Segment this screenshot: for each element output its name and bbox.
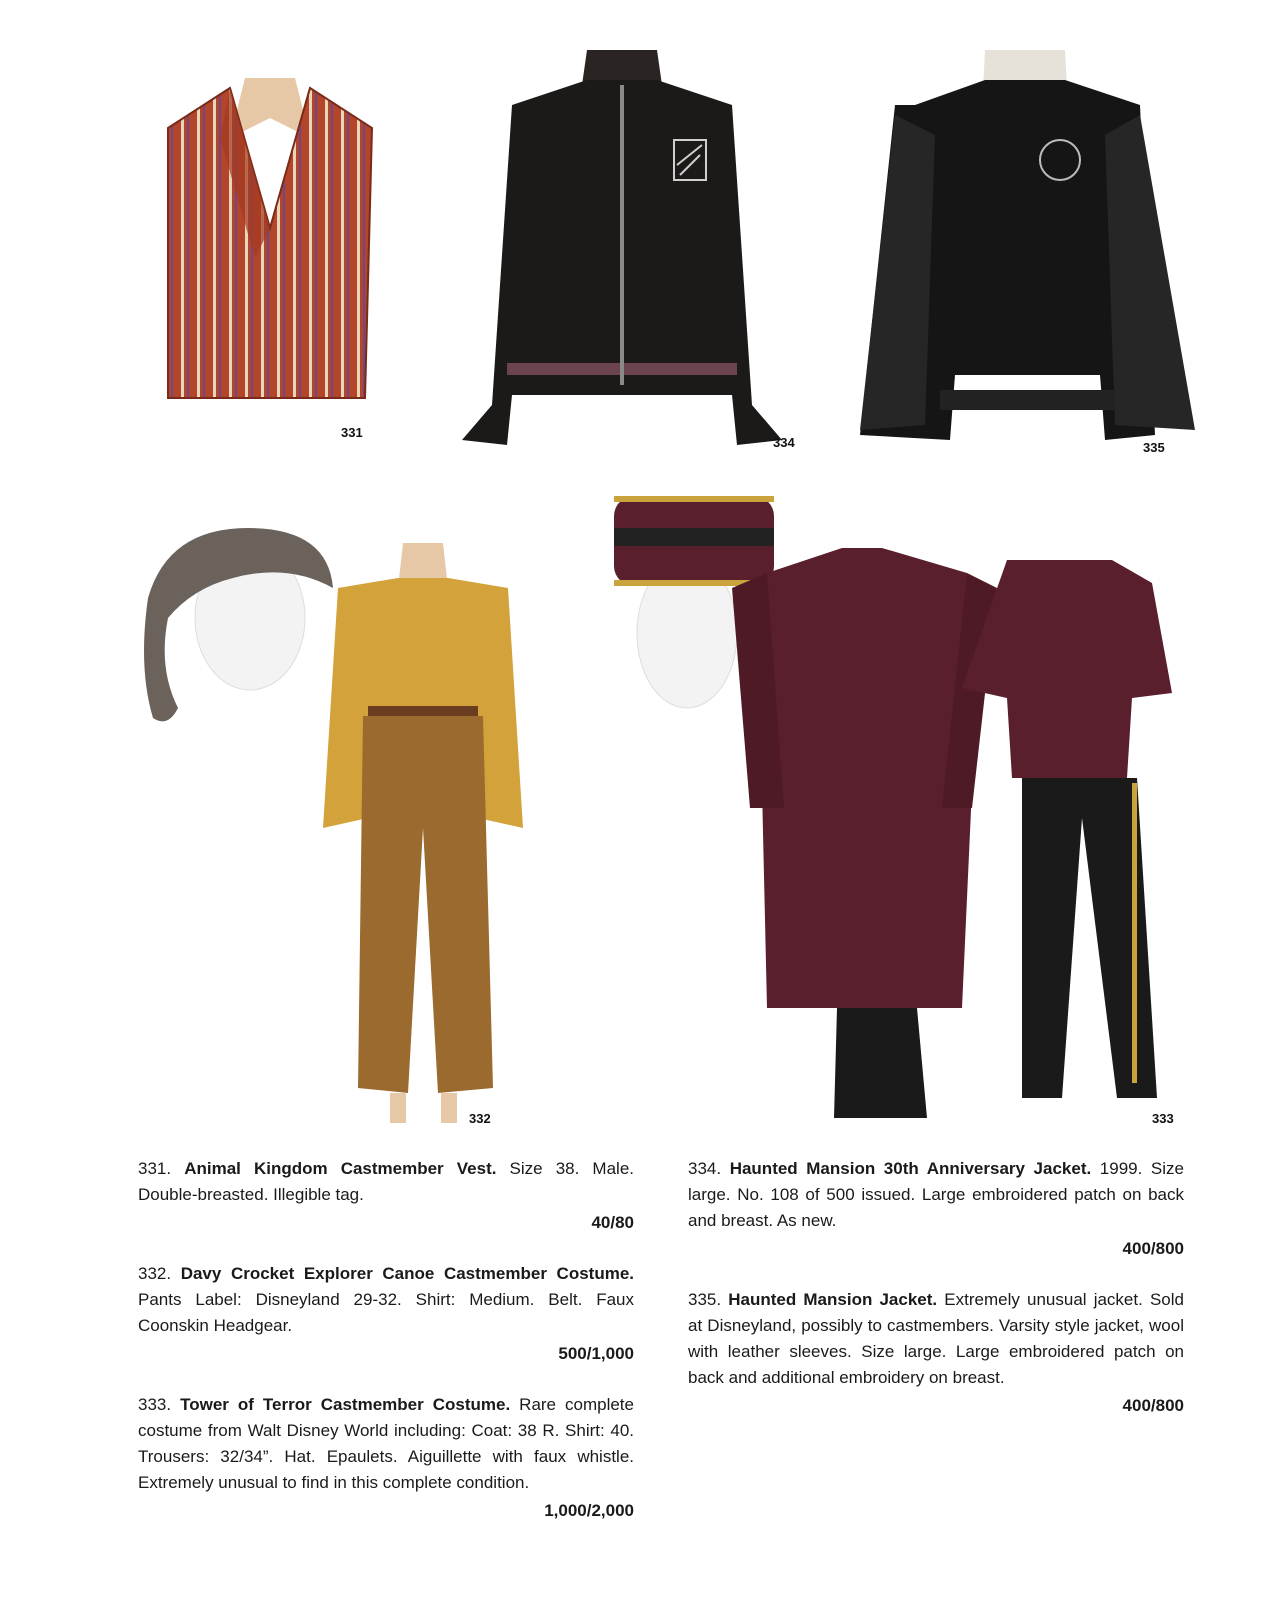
lot-334: [688, 1156, 1184, 1262]
description-column-left: [138, 1156, 634, 1524]
lot-estimate: 1,000/2,000: [544, 1501, 634, 1520]
lot-number: 331.: [138, 1159, 172, 1178]
lot-331: [138, 1156, 634, 1236]
lot-332: [138, 1261, 634, 1367]
lot-description: Rare complete costume from Walt Disney World including: Coat: 38 R. Shirt: 40. Trousers: 32/34”. Hat. Epaulets. Aiguillette with faux whistle. Extremely unusual to find in this complete condition.: [138, 1395, 634, 1492]
lot-description: 1999. Size large. No. 108 of 500 issued. Large embroidered patch on back and breast. As new.: [688, 1159, 1184, 1230]
photo-label-334: 334: [773, 435, 795, 450]
photo-vest-331: [160, 78, 380, 423]
photo-costume-333: [612, 488, 1187, 1128]
lot-description: Extremely unusual jacket. Sold at Disneyland, possibly to castmembers. Varsity style jacket, wool with leather sleeves. Size large. Large embroidered patch on back and additional embroidery on breast.: [688, 1290, 1184, 1387]
photo-label-333: 333: [1152, 1111, 1174, 1126]
photo-label-331: 331: [341, 425, 363, 440]
lot-title: Animal Kingdom Castmember Vest.: [184, 1159, 497, 1178]
photo-jacket-335: [855, 45, 1200, 450]
lot-description: Size 38. Male. Double-breasted. Illegible tag.: [138, 1159, 634, 1204]
lot-333: [138, 1392, 634, 1524]
description-column-right: [688, 1156, 1184, 1419]
lot-estimate: 400/800: [1122, 1396, 1184, 1415]
lot-title: Davy Crocket Explorer Canoe Castmember Costume.: [180, 1264, 634, 1283]
lot-number: 334.: [688, 1159, 722, 1178]
lot-estimate: 500/1,000: [558, 1344, 634, 1363]
photo-jacket-334: [452, 45, 792, 450]
lot-number: 333.: [138, 1395, 172, 1414]
lot-title: Haunted Mansion 30th Anniversary Jacket.: [729, 1159, 1092, 1178]
photo-costume-332: [138, 528, 528, 1128]
lot-number: 335.: [688, 1290, 722, 1309]
photo-label-335: 335: [1143, 440, 1165, 455]
lot-title: Tower of Terror Castmember Costume.: [180, 1395, 511, 1414]
lot-title: Haunted Mansion Jacket.: [728, 1290, 938, 1309]
photo-label-332: 332: [469, 1111, 491, 1126]
lot-description: Pants Label: Disneyland 29-32. Shirt: Medium. Belt. Faux Coonskin Headgear.: [138, 1290, 634, 1335]
lot-335: [688, 1287, 1184, 1419]
lot-estimate: 40/80: [591, 1213, 634, 1232]
lot-number: 332.: [138, 1264, 172, 1283]
lot-estimate: 400/800: [1122, 1239, 1184, 1258]
